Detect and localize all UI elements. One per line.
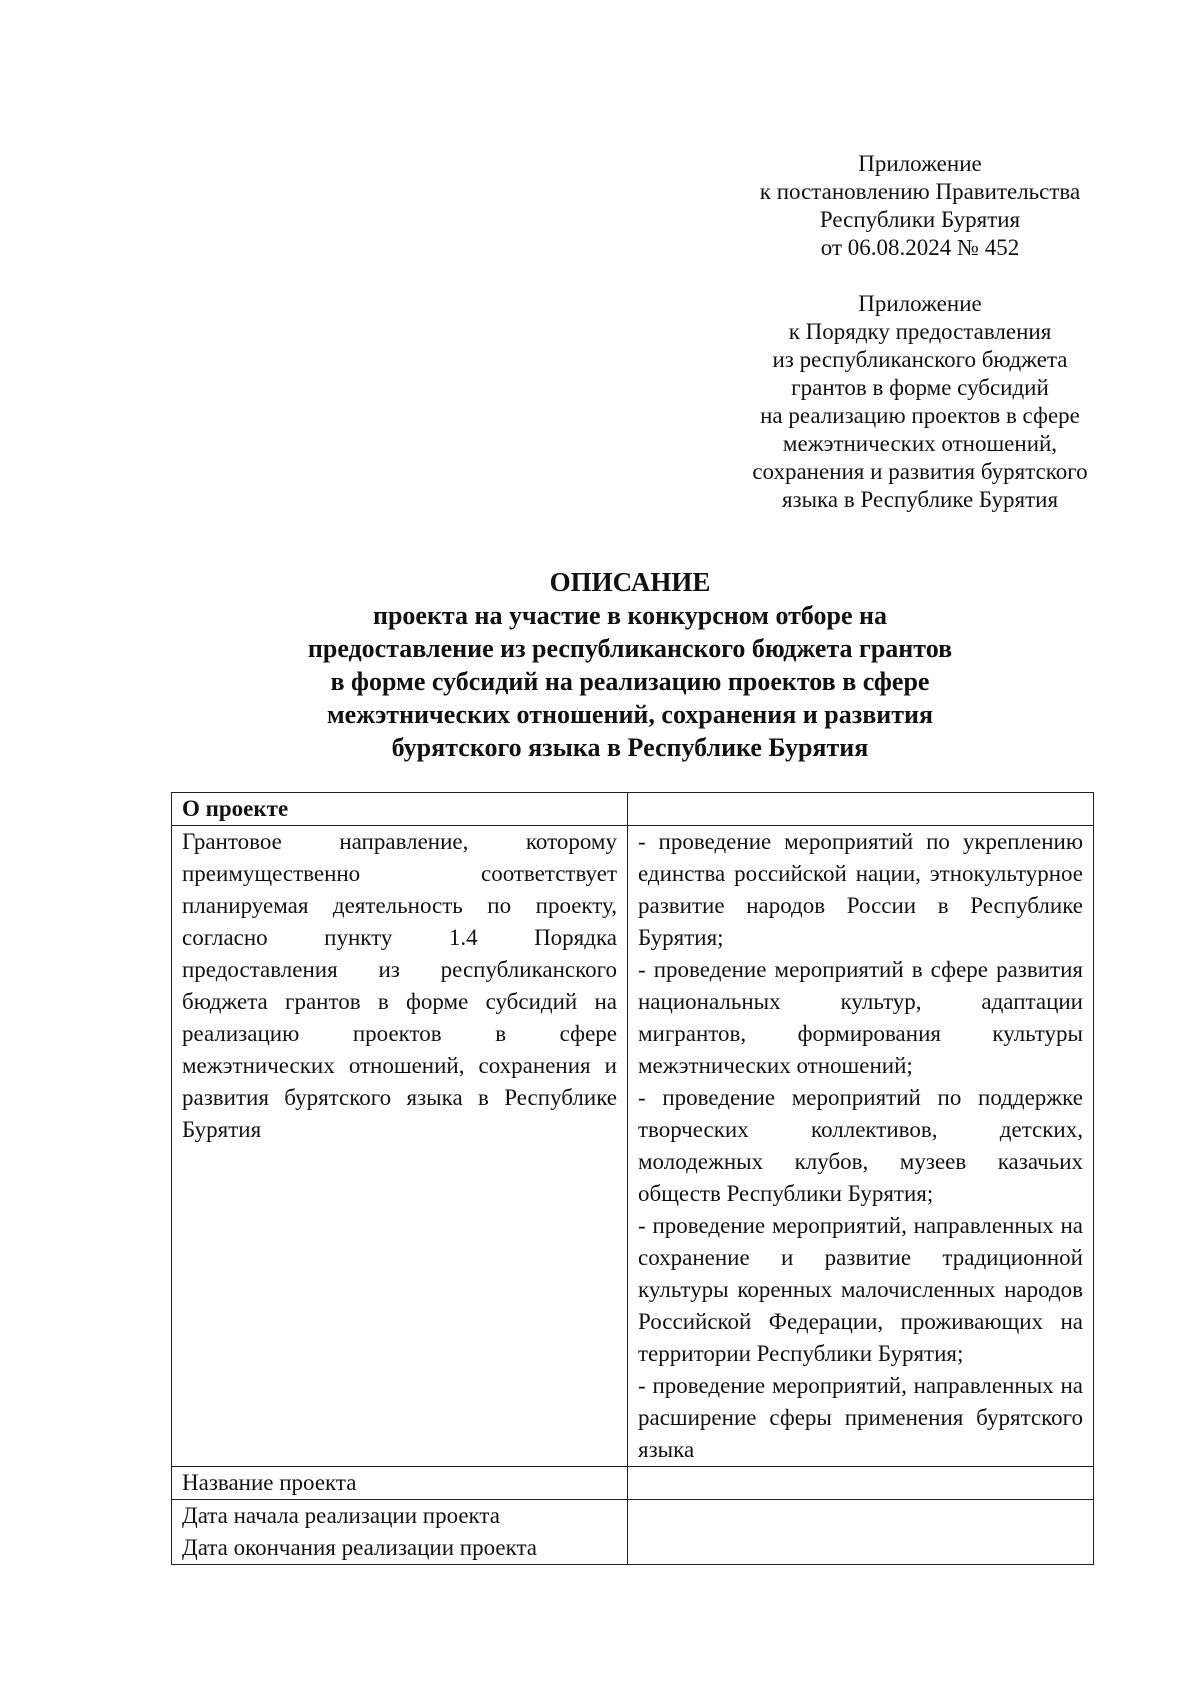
title-line: межэтнических отношений, сохранения и развития: [326, 700, 934, 729]
project-name-value: [628, 1467, 1094, 1500]
appendix-line: на реализацию проектов в сфере: [760, 403, 1080, 428]
grant-directions-list: [628, 826, 1094, 1467]
grant-direction-item: - проведение мероприятий, направленных на расширение сферы применения бурятского языка: [638, 1373, 1083, 1462]
title-line: предоставление из республиканского бюджета грантов: [307, 634, 953, 663]
project-description-table: [171, 792, 1094, 1565]
table-row: [172, 1500, 1094, 1565]
appendix-line: из республиканского бюджета: [772, 347, 1068, 372]
table-row: [172, 793, 1094, 826]
title-heading: ОПИСАНИЕ: [549, 567, 711, 597]
title-line: в форме субсидий на реализацию проектов в сфере: [330, 667, 930, 696]
project-dates-label: [172, 1500, 628, 1565]
appendix-order: [700, 290, 1140, 514]
appendix-line: от 06.08.2024 № 452: [820, 235, 1020, 260]
appendix-government-resolution: [700, 150, 1140, 262]
appendix-line: Приложение: [858, 151, 982, 176]
grant-direction-item: - проведение мероприятий по укреплению единства российской нации, этнокультурное развитие народов России в Республике Бурятия;: [638, 829, 1083, 950]
end-date-label: Дата окончания реализации проекта: [182, 1535, 537, 1560]
appendix-line: к постановлению Правительства: [759, 179, 1081, 204]
start-date-label: Дата начала реализации проекта: [182, 1503, 500, 1528]
title-line: бурятского языка в Республике Бурятия: [391, 733, 869, 762]
grant-direction-item: - проведение мероприятий в сфере развития национальных культур, адаптации мигрантов, формирования культуры межэтнических отношений;: [638, 957, 1083, 1078]
title-line: проекта на участие в конкурсном отборе на: [372, 601, 888, 630]
grant-direction-item: - проведение мероприятий, направленных на сохранение и развитие традиционной культуры коренных малочисленных народов Российской Федерации, проживающих на территории Республики Бурятия;: [638, 1213, 1083, 1366]
project-name-label: Название проекта: [172, 1467, 628, 1500]
grant-direction-item: - проведение мероприятий по поддержке творческих коллективов, детских, молодежных клубов, музеев казачьих обществ Республики Бурятия;: [638, 1085, 1083, 1206]
table-row: [172, 826, 1094, 1467]
appendix-line: языка в Республике Бурятия: [781, 487, 1059, 512]
grant-direction-label: Грантовое направление, которому преимущественно соответствует планируемая деятельность по проекту, согласно пункту 1.4 Порядка предоставления из республиканского бюджета грантов в форме субсидий на реализацию проектов в сфере межэтнических отношений, сохранения и развития бурятского языка в Республике Бурятия: [172, 826, 628, 1467]
appendix-line: к Порядку предоставления: [788, 319, 1052, 344]
appendix-line: Приложение: [858, 291, 982, 316]
appendix-line: межэтнических отношений,: [782, 431, 1058, 456]
document-title: [170, 566, 1090, 764]
project-dates-value: [628, 1500, 1094, 1565]
appendix-line: грантов в форме субсидий: [791, 375, 1049, 400]
about-project-header: О проекте: [172, 793, 628, 826]
appendix-line: Республики Бурятия: [819, 207, 1021, 232]
table-row: [172, 1467, 1094, 1500]
about-project-value: [628, 793, 1094, 826]
appendix-line: сохранения и развития бурятского: [752, 459, 1088, 484]
